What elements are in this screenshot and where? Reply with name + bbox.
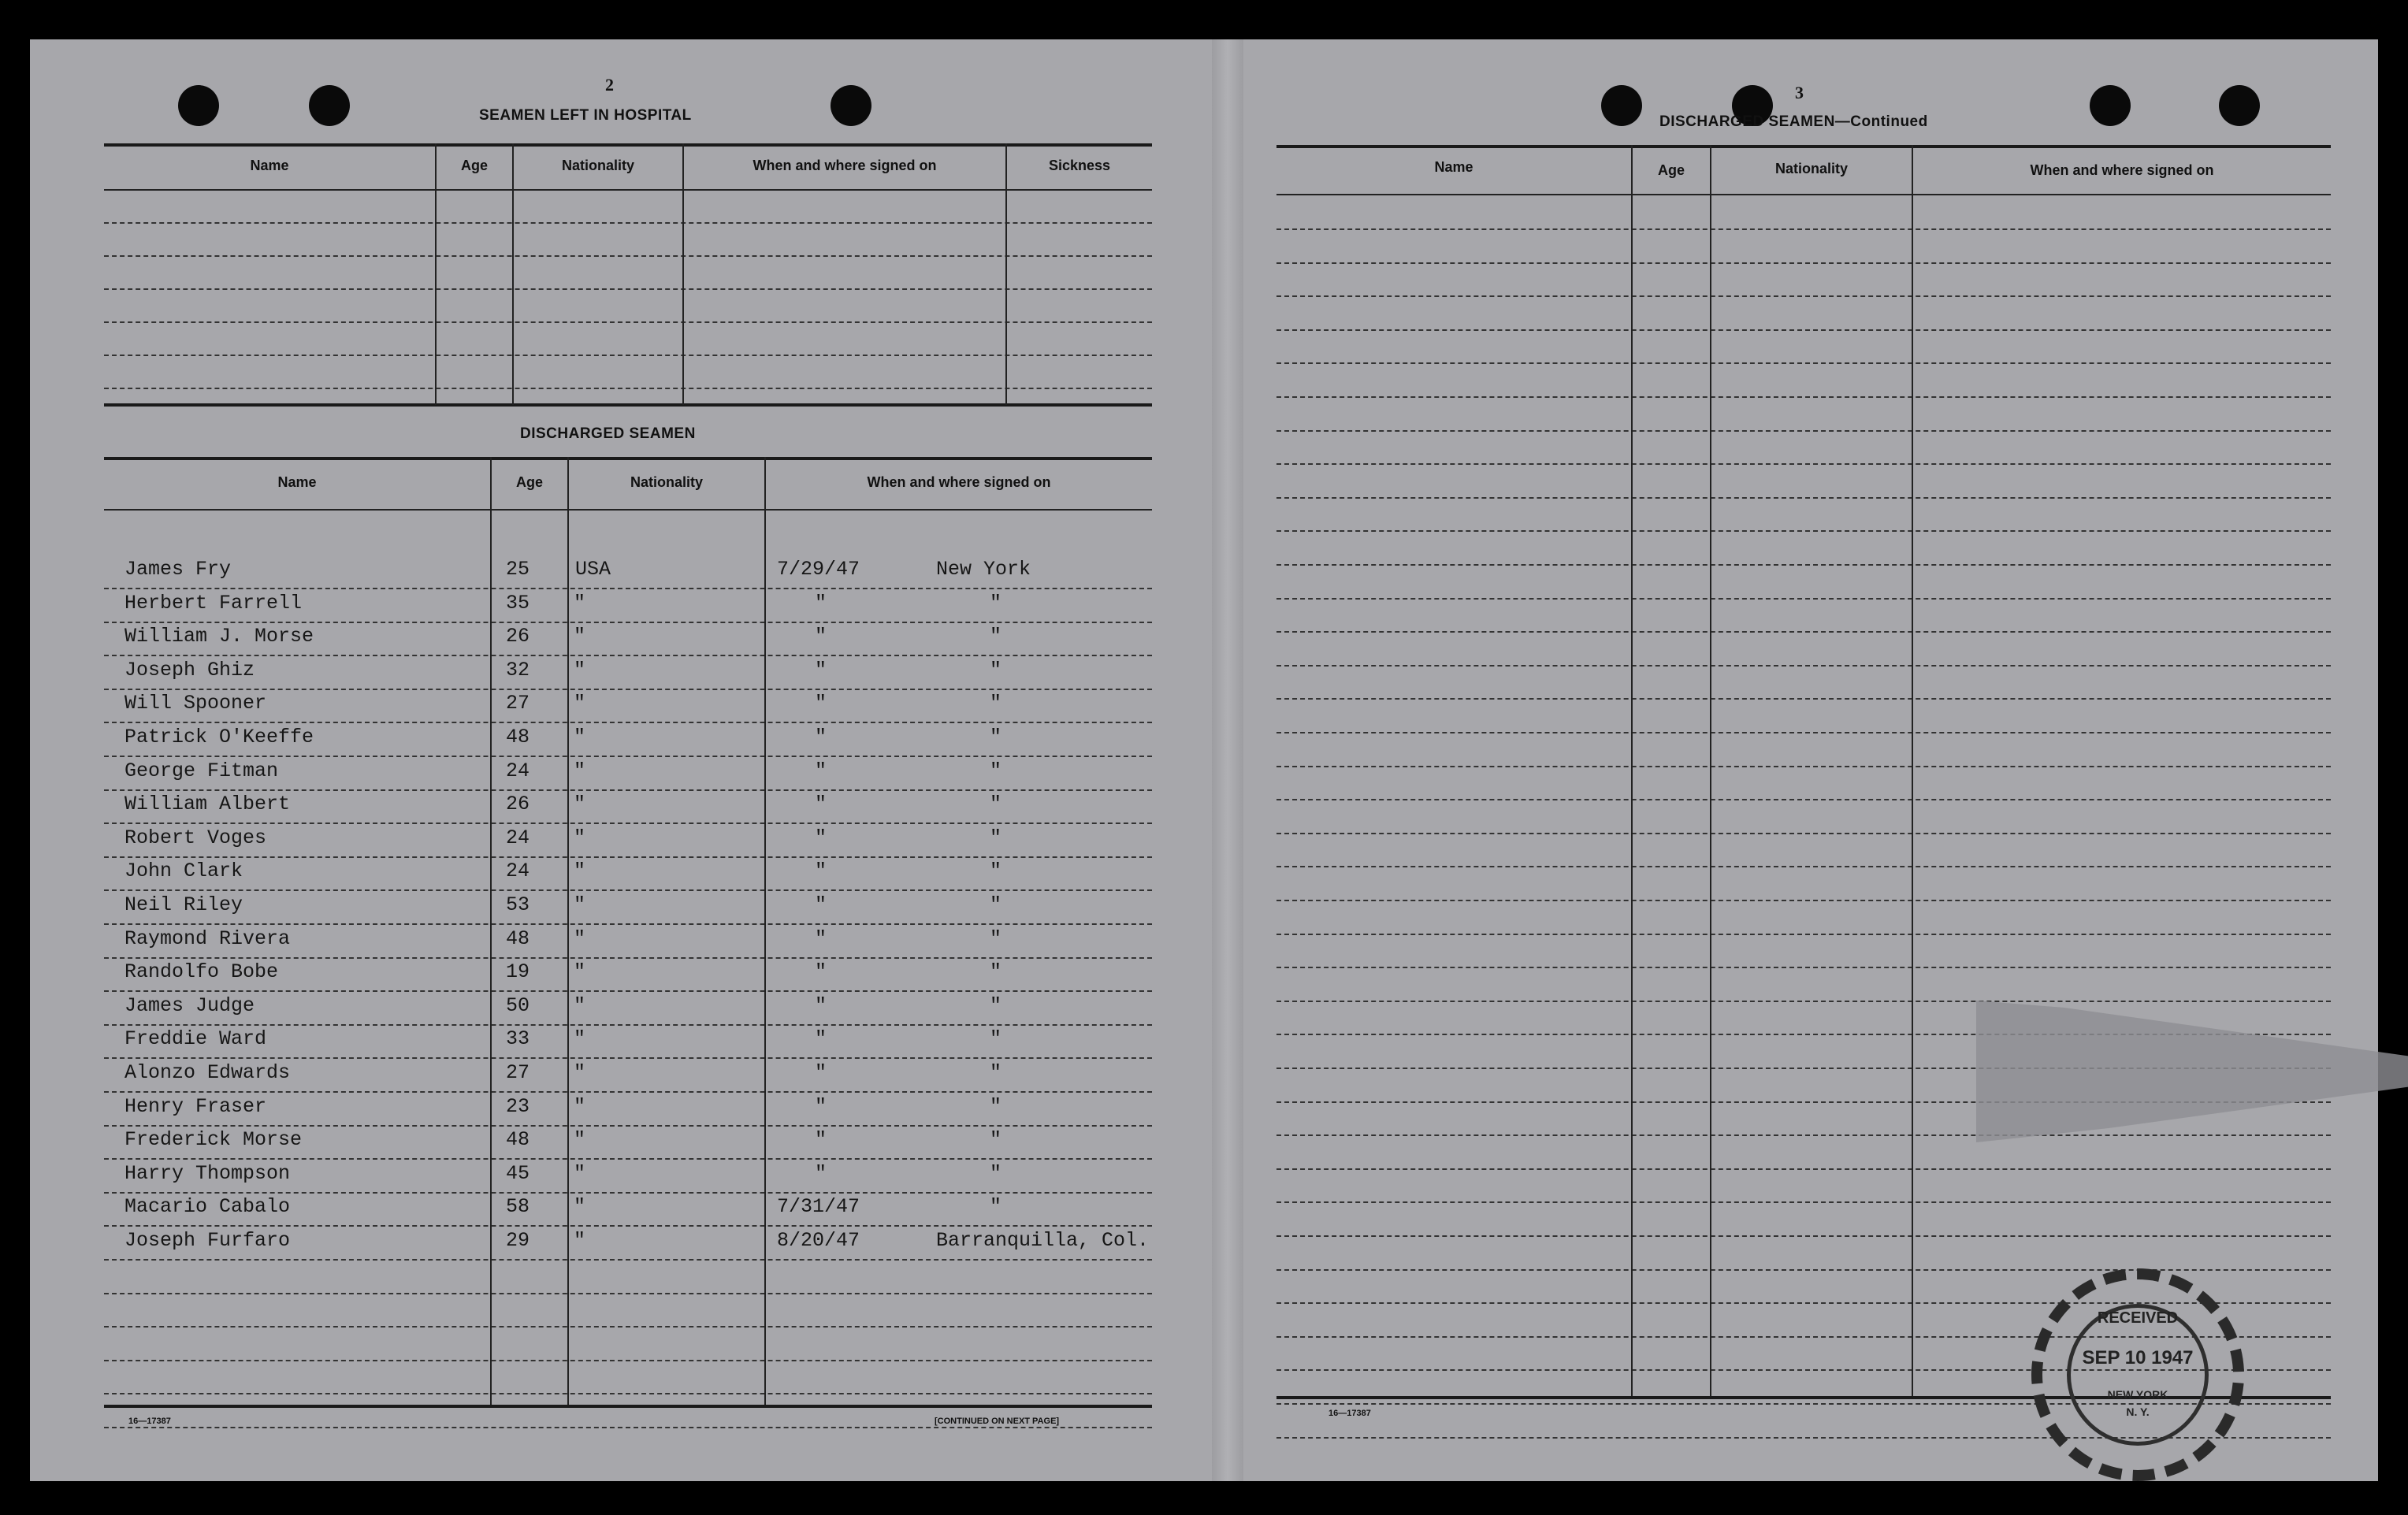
seaman-age: 50 bbox=[505, 994, 530, 1017]
col-header-age: Age bbox=[515, 474, 543, 490]
seaman-signed-place: " bbox=[990, 793, 1002, 815]
seaman-name: Patrick O'Keeffe bbox=[124, 726, 314, 748]
row-line bbox=[1276, 1201, 2331, 1203]
seaman-name: Joseph Furfaro bbox=[124, 1229, 291, 1252]
seaman-name: John Clark bbox=[124, 860, 243, 882]
seaman-signed-date: " bbox=[815, 1128, 827, 1151]
seaman-signed-date: " bbox=[815, 893, 827, 916]
seaman-signed-date: " bbox=[815, 1162, 827, 1185]
seaman-signed-place: " bbox=[990, 1128, 1002, 1151]
row-line bbox=[104, 822, 1152, 824]
seaman-signed-date: 7/29/47 bbox=[777, 558, 860, 581]
punch-hole bbox=[831, 85, 871, 126]
row-line bbox=[1276, 396, 2331, 398]
punch-hole bbox=[1601, 85, 1642, 126]
row-line bbox=[104, 856, 1152, 858]
seaman-nationality: " bbox=[574, 1195, 586, 1218]
seaman-signed-place: " bbox=[990, 726, 1002, 748]
seaman-nationality: " bbox=[574, 960, 586, 983]
seaman-signed-date: " bbox=[815, 860, 827, 882]
col-header-name: Name bbox=[1434, 159, 1473, 175]
seaman-name: Alonzo Edwards bbox=[124, 1061, 291, 1084]
seaman-name: Harry Thompson bbox=[124, 1162, 291, 1185]
seaman-age: 26 bbox=[505, 793, 530, 815]
seaman-signed-place: " bbox=[990, 1027, 1002, 1050]
row-line bbox=[1276, 631, 2331, 633]
seaman-name: James Fry bbox=[124, 558, 232, 581]
seaman-age: 19 bbox=[505, 960, 530, 983]
seaman-nationality: " bbox=[574, 592, 586, 615]
row-line bbox=[104, 789, 1152, 791]
seaman-nationality: " bbox=[574, 893, 586, 916]
seaman-age: 24 bbox=[505, 826, 530, 849]
row-line bbox=[104, 622, 1152, 623]
row-line bbox=[1276, 766, 2331, 767]
col-header-sickness: Sickness bbox=[1048, 158, 1111, 173]
seaman-signed-place: New York bbox=[936, 558, 1031, 581]
col-header-signed-on: When and where signed on bbox=[2030, 162, 2214, 178]
row-line bbox=[1276, 1235, 2331, 1237]
seaman-signed-date: " bbox=[815, 994, 827, 1017]
row-line bbox=[1276, 866, 2331, 867]
seaman-signed-date: " bbox=[815, 759, 827, 782]
row-line bbox=[1276, 1134, 2331, 1136]
seaman-signed-place: " bbox=[990, 1095, 1002, 1118]
form-number: 16—17387 bbox=[128, 1417, 171, 1426]
seaman-name: Macario Cabalo bbox=[124, 1195, 291, 1218]
punch-hole bbox=[309, 85, 350, 126]
col-header-signed-on: When and where signed on bbox=[867, 474, 1051, 490]
seaman-age: 27 bbox=[505, 1061, 530, 1084]
seaman-nationality: " bbox=[574, 994, 586, 1017]
row-line bbox=[104, 1158, 1152, 1160]
page-fold bbox=[1212, 39, 1243, 1481]
seaman-age: 35 bbox=[505, 592, 530, 615]
seaman-name: William J. Morse bbox=[124, 625, 314, 648]
seaman-signed-place: " bbox=[990, 659, 1002, 681]
col-header-age: Age bbox=[460, 158, 488, 173]
stamp-date: SEP 10 1947 bbox=[2082, 1347, 2194, 1368]
seaman-nationality: " bbox=[574, 1095, 586, 1118]
seaman-signed-place: " bbox=[990, 994, 1002, 1017]
seaman-signed-date: " bbox=[815, 625, 827, 648]
row-line bbox=[104, 1293, 1152, 1294]
row-line bbox=[104, 1360, 1152, 1361]
row-line bbox=[104, 1259, 1152, 1261]
seaman-nationality: " bbox=[574, 1229, 586, 1252]
seaman-age: 48 bbox=[505, 726, 530, 748]
seaman-signed-place: " bbox=[990, 1195, 1002, 1218]
seaman-age: 45 bbox=[505, 1162, 530, 1185]
seaman-age: 29 bbox=[505, 1229, 530, 1252]
row-line bbox=[104, 1091, 1152, 1093]
seaman-signed-date: " bbox=[815, 927, 827, 950]
seaman-signed-place: " bbox=[990, 759, 1002, 782]
document-sheet bbox=[30, 39, 2378, 1481]
continued-note: [CONTINUED ON NEXT PAGE] bbox=[935, 1417, 1060, 1426]
row-line bbox=[1276, 329, 2331, 331]
seaman-name: William Albert bbox=[124, 793, 291, 815]
seaman-name: Randolfo Bobe bbox=[124, 960, 279, 983]
row-line bbox=[104, 923, 1152, 925]
row-line bbox=[1276, 262, 2331, 264]
seaman-signed-place: " bbox=[990, 1061, 1002, 1084]
seaman-age: 48 bbox=[505, 927, 530, 950]
row-line bbox=[104, 1125, 1152, 1127]
seaman-name: Frederick Morse bbox=[124, 1128, 303, 1151]
seaman-signed-date: " bbox=[815, 960, 827, 983]
seaman-signed-place: " bbox=[990, 960, 1002, 983]
row-line bbox=[1276, 732, 2331, 733]
seaman-nationality: " bbox=[574, 625, 586, 648]
seaman-signed-place: " bbox=[990, 860, 1002, 882]
row-line bbox=[1276, 497, 2331, 499]
row-line bbox=[104, 889, 1152, 891]
seaman-name: James Judge bbox=[124, 994, 255, 1017]
seaman-age: 58 bbox=[505, 1195, 530, 1218]
hospital-section-title: SEAMEN LEFT IN HOSPITAL bbox=[479, 107, 692, 124]
seaman-nationality: USA bbox=[575, 558, 611, 581]
row-line bbox=[1276, 1269, 2331, 1271]
row-line bbox=[104, 990, 1152, 992]
row-line bbox=[104, 957, 1152, 959]
seaman-signed-place: " bbox=[990, 927, 1002, 950]
row-line bbox=[1276, 564, 2331, 566]
row-line bbox=[104, 588, 1152, 589]
seaman-name: Henry Fraser bbox=[124, 1095, 267, 1118]
row-line bbox=[1276, 530, 2331, 532]
seaman-name: Herbert Farrell bbox=[124, 592, 303, 615]
discharged-section-title: DISCHARGED SEAMEN bbox=[520, 425, 696, 442]
col-header-nationality: Nationality bbox=[561, 158, 634, 173]
row-line bbox=[104, 1057, 1152, 1059]
page-number: 3 bbox=[1795, 83, 1804, 102]
row-line bbox=[1276, 295, 2331, 297]
seaman-nationality: " bbox=[574, 826, 586, 849]
seaman-signed-date: " bbox=[815, 1061, 827, 1084]
seaman-age: 33 bbox=[505, 1027, 530, 1050]
row-line bbox=[104, 1326, 1152, 1327]
seaman-age: 24 bbox=[505, 860, 530, 882]
left-page bbox=[30, 39, 1212, 1481]
seaman-signed-date: " bbox=[815, 592, 827, 615]
row-line bbox=[104, 1393, 1152, 1394]
col-header-signed-on: When and where signed on bbox=[752, 158, 937, 173]
form-number: 16—17387 bbox=[1328, 1409, 1371, 1418]
col-header-name: Name bbox=[277, 474, 317, 490]
row-line bbox=[1276, 665, 2331, 667]
seaman-name: Raymond Rivera bbox=[124, 927, 291, 950]
seaman-nationality: " bbox=[574, 659, 586, 681]
row-line bbox=[104, 1225, 1152, 1227]
row-line bbox=[104, 1024, 1152, 1026]
seaman-age: 23 bbox=[505, 1095, 530, 1118]
row-line bbox=[1276, 362, 2331, 364]
seaman-name: Will Spooner bbox=[124, 692, 267, 715]
seaman-signed-date: 8/20/47 bbox=[777, 1229, 860, 1252]
page-number: 2 bbox=[605, 75, 614, 95]
col-header-age: Age bbox=[1657, 162, 1685, 178]
row-line bbox=[104, 756, 1152, 757]
right-page bbox=[1243, 39, 2378, 1481]
seaman-nationality: " bbox=[574, 860, 586, 882]
row-line bbox=[1276, 430, 2331, 432]
row-line bbox=[1276, 799, 2331, 800]
row-line bbox=[1276, 598, 2331, 600]
seaman-signed-place: " bbox=[990, 893, 1002, 916]
seaman-signed-date: " bbox=[815, 726, 827, 748]
seaman-signed-place: " bbox=[990, 625, 1002, 648]
seaman-signed-date: " bbox=[815, 826, 827, 849]
seaman-nationality: " bbox=[574, 1162, 586, 1185]
seaman-signed-date: " bbox=[815, 793, 827, 815]
col-header-nationality: Nationality bbox=[630, 474, 703, 490]
seaman-name: Neil Riley bbox=[124, 893, 243, 916]
seaman-nationality: " bbox=[574, 927, 586, 950]
col-header-name: Name bbox=[250, 158, 289, 173]
row-line bbox=[104, 1427, 1152, 1428]
seaman-name: Freddie Ward bbox=[124, 1027, 267, 1050]
discharged-continued-title: DISCHARGED SEAMEN—Continued bbox=[1659, 113, 1928, 130]
seaman-signed-date: 7/31/47 bbox=[777, 1195, 860, 1218]
seaman-name: George Fitman bbox=[124, 759, 279, 782]
seaman-age: 32 bbox=[505, 659, 530, 681]
seaman-signed-date: " bbox=[815, 1027, 827, 1050]
row-line bbox=[104, 722, 1152, 723]
seaman-name: Robert Voges bbox=[124, 826, 267, 849]
seaman-name: Joseph Ghiz bbox=[124, 659, 255, 681]
seaman-nationality: " bbox=[574, 759, 586, 782]
seaman-nationality: " bbox=[574, 726, 586, 748]
seaman-signed-place: " bbox=[990, 826, 1002, 849]
row-line bbox=[1276, 833, 2331, 834]
row-line bbox=[1276, 463, 2331, 465]
seaman-nationality: " bbox=[574, 793, 586, 815]
row-line bbox=[1276, 967, 2331, 968]
stamp-received: RECEIVED bbox=[2097, 1309, 2179, 1327]
punch-hole bbox=[2219, 85, 2260, 126]
seaman-age: 53 bbox=[505, 893, 530, 916]
punch-hole bbox=[178, 85, 219, 126]
seaman-signed-place: Barranquilla, Col. bbox=[936, 1229, 1150, 1252]
row-line bbox=[104, 1192, 1152, 1194]
row-line bbox=[1276, 934, 2331, 935]
seaman-signed-place: " bbox=[990, 1162, 1002, 1185]
row-line bbox=[104, 655, 1152, 656]
row-line bbox=[1276, 228, 2331, 230]
seaman-nationality: " bbox=[574, 1061, 586, 1084]
row-line bbox=[104, 689, 1152, 690]
seaman-age: 26 bbox=[505, 625, 530, 648]
seaman-age: 27 bbox=[505, 692, 530, 715]
stamp-city: NEW YORK bbox=[2107, 1388, 2168, 1401]
row-line bbox=[1276, 1168, 2331, 1170]
seaman-nationality: " bbox=[574, 692, 586, 715]
seaman-signed-date: " bbox=[815, 659, 827, 681]
row-line bbox=[1276, 1001, 2331, 1002]
seaman-signed-place: " bbox=[990, 692, 1002, 715]
col-header-nationality: Nationality bbox=[1774, 161, 1848, 176]
seaman-nationality: " bbox=[574, 1128, 586, 1151]
seaman-age: 48 bbox=[505, 1128, 530, 1151]
punch-hole bbox=[2090, 85, 2131, 126]
stamp-state: N. Y. bbox=[2126, 1405, 2150, 1418]
seaman-nationality: " bbox=[574, 1027, 586, 1050]
seaman-signed-date: " bbox=[815, 692, 827, 715]
seaman-signed-date: " bbox=[815, 1095, 827, 1118]
row-line bbox=[1276, 900, 2331, 901]
row-line bbox=[1276, 698, 2331, 700]
seaman-age: 24 bbox=[505, 759, 530, 782]
seaman-signed-place: " bbox=[990, 592, 1002, 615]
seaman-age: 25 bbox=[505, 558, 530, 581]
